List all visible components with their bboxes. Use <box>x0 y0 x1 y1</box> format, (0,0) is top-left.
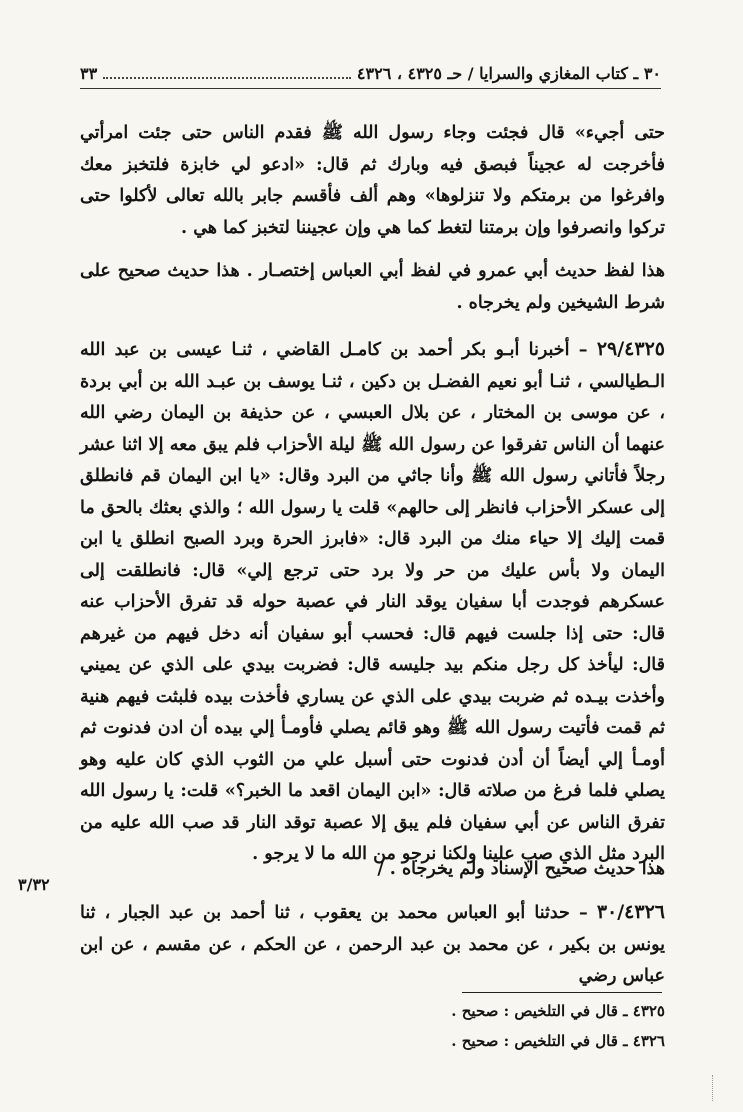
footnote: ٤٣٢٦ ـ قال في التلخيص : صحيح . <box>451 1032 665 1050</box>
margin-reference: ٣/٣٢ <box>18 875 50 894</box>
running-title: ٣٠ ـ كتاب المغازي والسرايا / حـ ٤٣٢٥ ، ٤٣٢٦ <box>356 64 661 83</box>
scan-artifact <box>712 1075 716 1101</box>
hadith-4326 <box>80 897 665 993</box>
footnote-divider <box>462 992 662 993</box>
hadith-number: ٢٩/٤٣٢٥ <box>596 338 665 360</box>
footnote: ٤٣٢٥ ـ قال في التلخيص : صحيح . <box>451 1002 665 1020</box>
paragraph-1: حتى أجيء» قال فجئت وجاء رسول الله ﷺ فقدم الناس حتى جئت امرأتي فأخرجت له عجيناً فبصق فيه وبارك ثم قال: «ادعو لي خابزة فلتخبز معك وافرغوا من برمتكم ولا تنزلوها» وهم ألف فأقسم جابر بالله تعالى لأكلوا حتى تركوا وانصرفوا وإن برمتنا لتغط كما هي وإن عجيننا لتخبز كما هي . <box>80 123 665 238</box>
paragraph-grading: هذا حديث صحيح الإسناد ولم يخرجاه . / <box>377 859 665 879</box>
page-header <box>80 64 661 89</box>
footnotes <box>300 996 665 1056</box>
hadith-number: ٣٠/٤٣٢٦ <box>596 901 665 923</box>
paragraph-2: هذا لفظ حديث أبي عمرو في لفظ أبي العباس إختصـار . هذا حديث صحيح على شرط الشيخين ولم يخرجاه . <box>80 261 665 313</box>
header-dot-leader <box>103 77 351 79</box>
page-number: ٣٣ <box>80 64 98 83</box>
hadith-text: – حدثنا أبو العباس محمد بن يعقوب ، ثنا أحمد بن عبد الجبار ، ثنا يونس بن بكير ، عن محمد بن عبد الرحمن ، عن الحكم ، عن مقسم ، عن ابن عباس رضي <box>80 903 665 986</box>
hadith-text: – أخبرنا أبـو بكر أحمد بن كامـل القاضي ، ثنـا عيسى بن عبد الله الـطيالسي ، ثنـا أبو نعيم الفضـل بن دكين ، ثنـا يوسف بن عبـد الله بن أبي بردة ، عن موسى بن المختار ، عن بلال العبسي ، عن حذيفة بن اليمان رضي الله عنهما أن الناس تفرقوا عن رسول الله ﷺ ليلة الأحزاب فلم يبق معه إلا اثنا عشر رجلاً فأتاني رسول الله ﷺ وأنا جاثي من البرد وقال: «يا ابن اليمان قم فانطلق إلى عسكر الأحزاب فانظر إلى حالهم» قلت يا رسول الله ؛ والذي بعثك بالحق ما قمت إليك إلا حياء منك من البرد قال: «فابرز الحرة وبرد الصبح انطلق يا ابن اليمان ولا بأس عليك من حر ولا برد حتى ترجع إلي» قال: فانطلقت إلى عسكرهم فوجدت أبا سفيان يوقد النار في عصبة حوله قد تفرق الأحزاب عنه قال: حتى إذا جلست فيهم قال: فحسب أبو سفيان أنه دخل فيهم من غيرهم قال: ليأخذ كل رجل منكم بيد جليسه قال: فضربت بيدي على الذي عن يميني وأخذت بيـده ثم ضربت بيدي على الذي عن يساري فأخذت بيده فلبثت فيهم هنية ثم قمت فأتيت رسول الله ﷺ وهو قائم يصلي فأومـأ إلي بيده أن ادن فدنوت ثم أومـأ إلي أيضاً أن أدن فدنوت حتى أسبل علي من الثوب الذي كان عليه وهو يصلي فلما فرغ من صلاته قال: «ابن اليمان اقعد ما الخبر؟» قلت: يا رسول الله تفرق الناس عن أبي سفيان فلم يبق إلا عصبة توقد النار قد صب الله عليه من البرد مثل الذي صب علينا ولكنا نرجو من الله ما لا يرجو . <box>80 340 665 864</box>
hadith-4325 <box>80 334 665 871</box>
